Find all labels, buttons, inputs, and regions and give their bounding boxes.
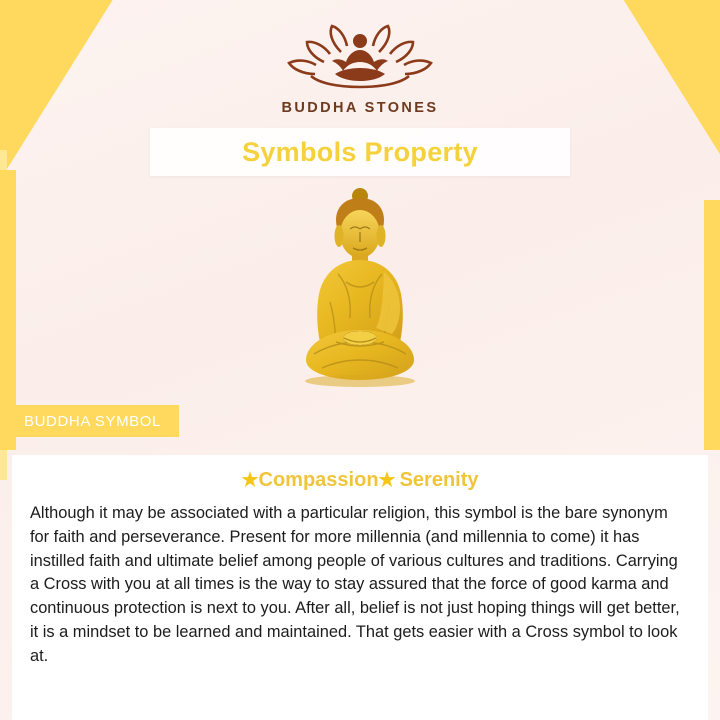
subtitle-word-1: Compassion (258, 469, 379, 491)
content-paragraph: Although it may be associated with a particular religion, this symbol is the bare synonym for faith and perseverance. Present for more millennia (and millennia to come) it has instilled faith and ultimate belief among people of various cultures and traditions. Carrying a Cross with you at all times is the way to stay assured that the force of good karma and continuous protection is next to you. After all, belief is not just hoping things will get better, it is a mindset to be learned and maintained. That gets easier with a Cross symbol to look at. (30, 504, 680, 665)
symbol-tag (0, 405, 179, 437)
title-band (150, 128, 570, 176)
star-icon-1: ★ (241, 470, 259, 491)
brand-header (0, 18, 720, 116)
content-panel (12, 455, 708, 720)
star-icon-2: ★ (378, 470, 396, 491)
content-subtitle (30, 469, 690, 492)
illustration-container (0, 180, 720, 405)
lotus-meditation-icon (275, 18, 445, 96)
page-title: Symbols Property (242, 136, 478, 167)
symbol-tag-label: BUDDHA SYMBOL (24, 412, 161, 430)
brand-name: BUDDHA STONES (281, 100, 439, 116)
subtitle-word-2: Serenity (399, 469, 479, 491)
seated-buddha-icon (260, 182, 460, 404)
